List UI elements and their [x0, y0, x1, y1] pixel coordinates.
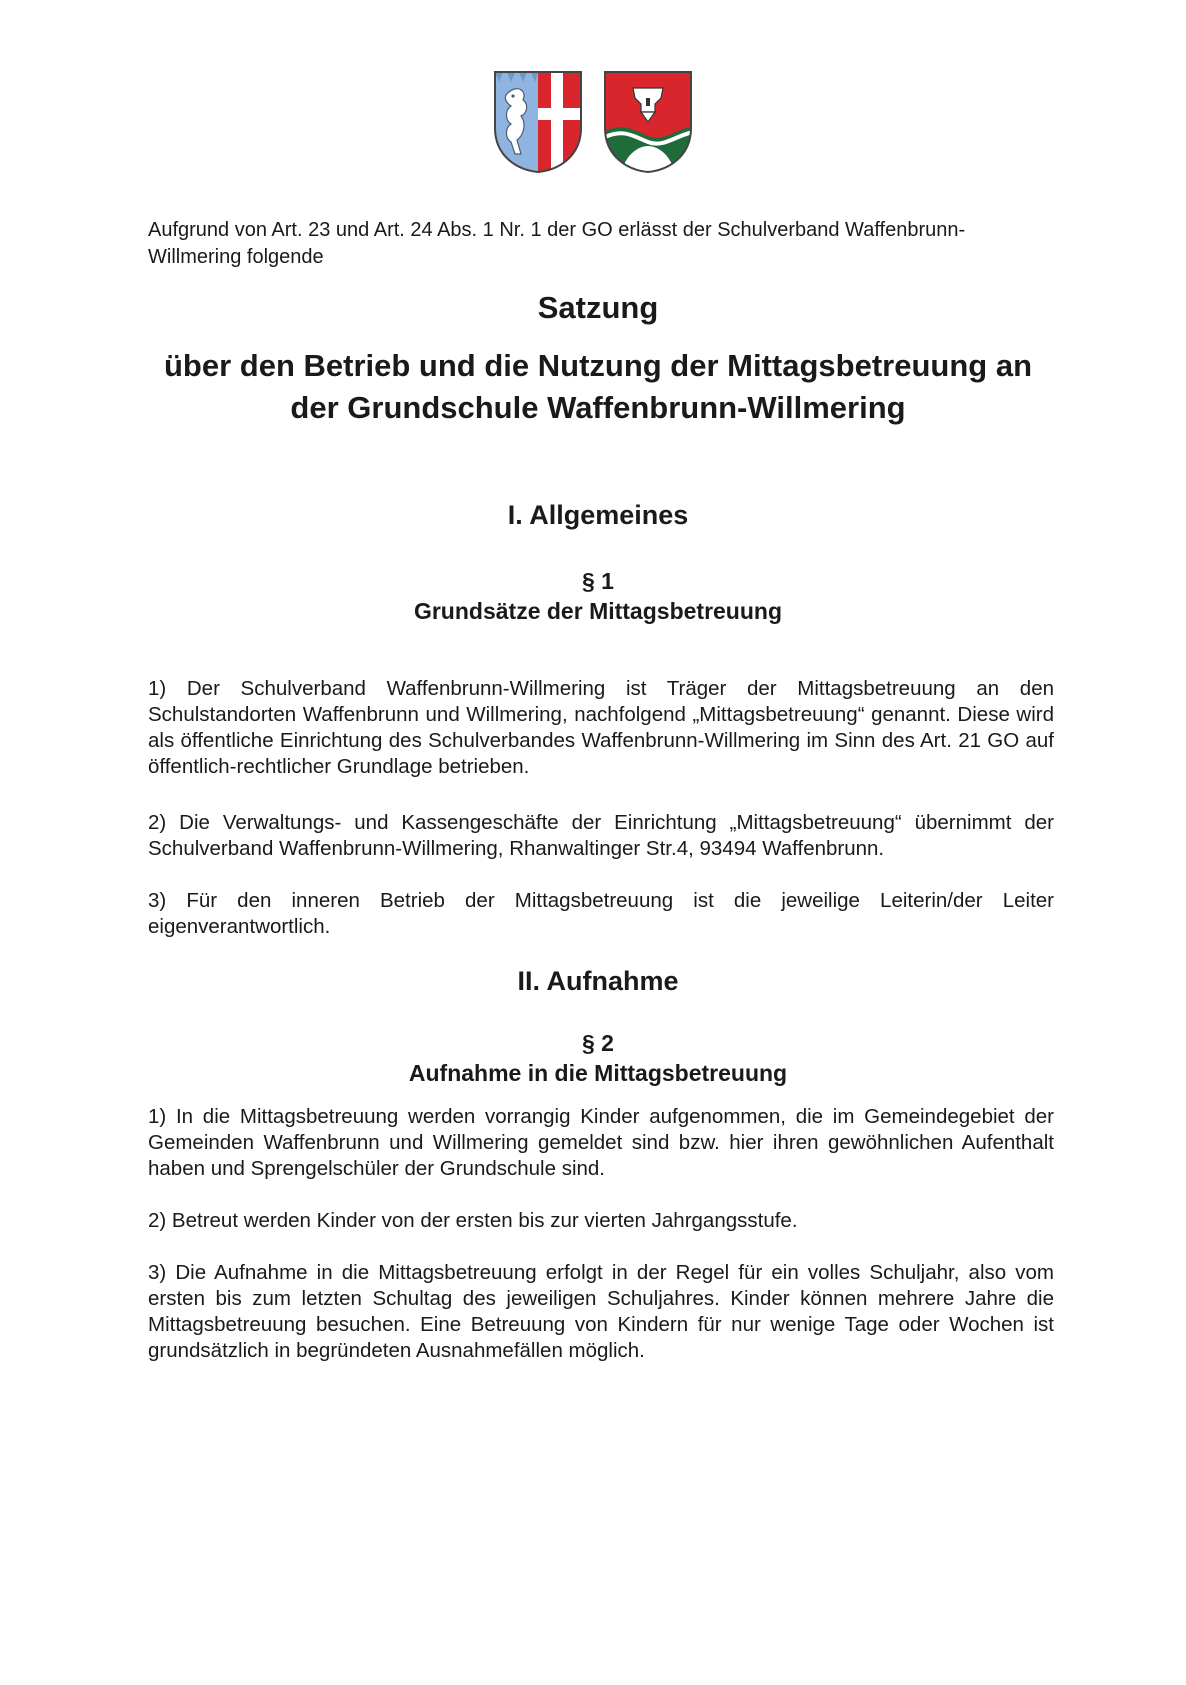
- subtitle-line-1: über den Betrieb und die Nutzung der Mittagsbetreuung an: [163, 348, 1032, 383]
- intro-text: Aufgrund von Art. 23 und Art. 24 Abs. 1 Nr. 1 der GO erlässt der Schulverband Waffenbrunn-Willmering folgende: [148, 219, 966, 268]
- subtitle-line-2: der Grundschule Waffenbrunn-Willmering: [290, 390, 906, 425]
- paragraph-number-1: § 1: [582, 568, 614, 594]
- waffenbrunn-coat-of-arms-icon: [493, 70, 583, 174]
- paragraph-1-item-2: 2) Die Verwaltungs- und Kassengeschäfte der Einrichtung „Mittagsbetreuung“ übernimmt der Schulverband Waffenbrunn-Willmering, Rhanwaltinger Str.4, 93494 Waffenbrunn.: [148, 811, 1054, 860]
- coats-of-arms: [0, 70, 1186, 174]
- willmering-coat-of-arms-icon: [603, 70, 693, 174]
- paragraph-1-item-3: 3) Für den inneren Betrieb der Mittagsbetreuung ist die jeweilige Leiterin/der Leiter eigenverantwortlich.: [148, 889, 1054, 938]
- section-heading-1: I. Allgemeines: [507, 500, 689, 530]
- document-subtitle: [148, 345, 1048, 429]
- document-title: Satzung: [537, 290, 659, 325]
- paragraph-title-1: Grundsätze der Mittagsbetreuung: [413, 598, 783, 624]
- paragraph-2-item-2: 2) Betreut werden Kinder von der ersten bis zur vierten Jahrgangsstufe.: [148, 1209, 798, 1232]
- paragraph-2-item-3: 3) Die Aufnahme in die Mittagsbetreuung erfolgt in der Regel für ein volles Schuljahr, also vom ersten bis zum letzten Schultag des jeweiligen Schuljahres. Kinder können mehrere Jahre die Mittagsbetreuung besuchen. Eine Betreuung von Kindern für nur wenige Tage oder Wochen ist grundsätzlich in begründeten Ausnahmefällen möglich.: [148, 1261, 1054, 1362]
- section-heading-2: II. Aufnahme: [517, 966, 679, 996]
- paragraph-number-2: § 2: [582, 1030, 614, 1056]
- paragraph-1-item-1: 1) Der Schulverband Waffenbrunn-Willmering ist Träger der Mittagsbetreuung an den Schulstandorten Waffenbrunn und Willmering, nachfolgend „Mittagsbetreuung“ genannt. Diese wird als öffentliche Einrichtung des Schulverbandes Waffenbrunn-Willmering im Sinn des Art. 21 GO auf öffentlich-rechtlicher Grundlage betrieben.: [148, 677, 1054, 778]
- paragraph-title-2: Aufnahme in die Mittagsbetreuung: [408, 1060, 788, 1086]
- paragraph-2-item-1: 1) In die Mittagsbetreuung werden vorrangig Kinder aufgenommen, die im Gemeindegebiet der Gemeinden Waffenbrunn und Willmering gemeldet sind bzw. hier ihren gewöhnlichen Aufenthalt haben und Sprengelschüler der Grundschule sind.: [148, 1105, 1054, 1180]
